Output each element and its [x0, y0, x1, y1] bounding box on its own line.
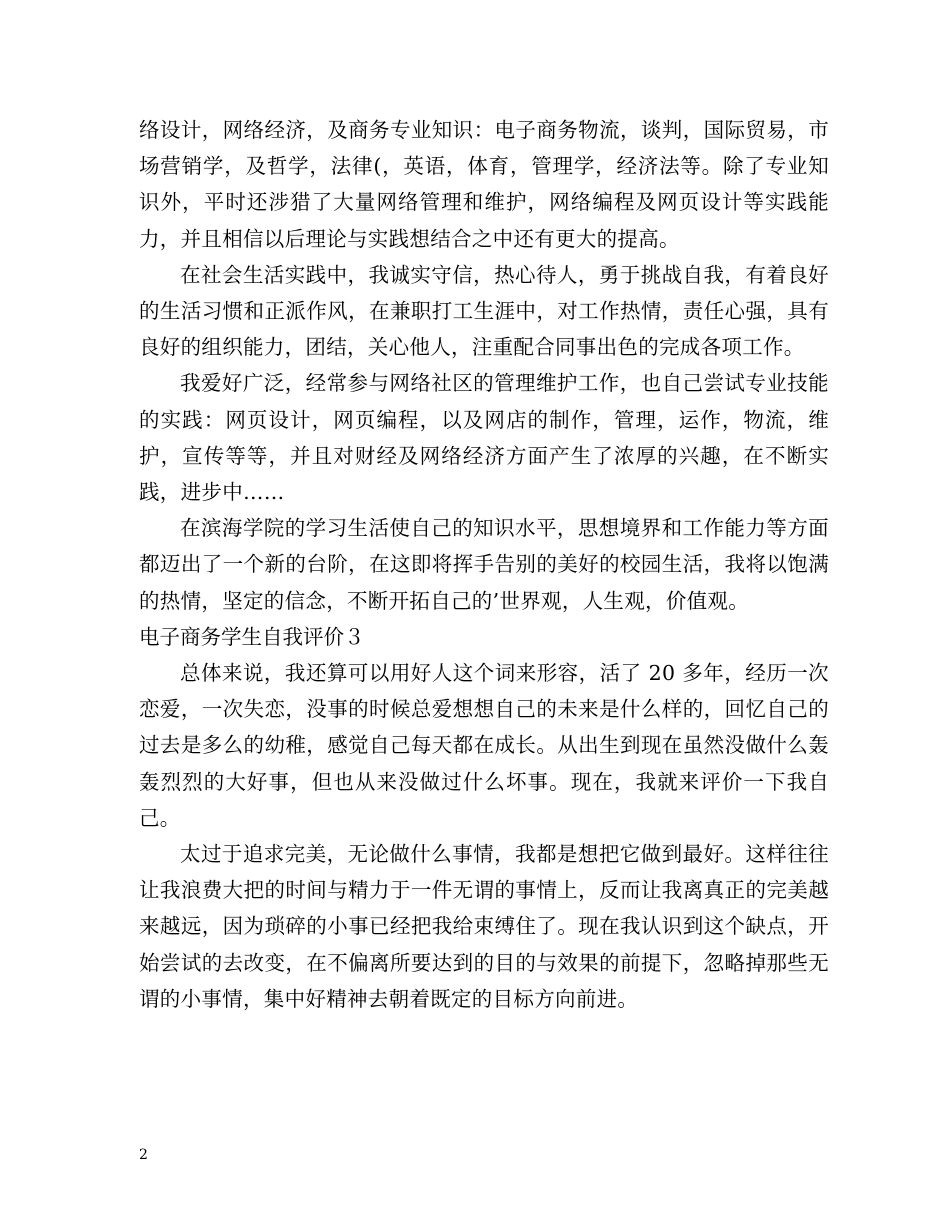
paragraph-4: 在滨海学院的学习生活使自己的知识水平，思想境界和工作能力等方面都迈出了一个新的台阶，在这即将挥手告别的美好的校园生活，我将以饱满的热情，坚定的信念，不断开拓自己的’世界观，人生观，价值观。 — [139, 516, 829, 613]
paragraph-5: 总体来说，我还算可以用好人这个词来形容，活了 20 多年，经历一次恋爱，一次失恋，没事的时候总爱想想自己的未来是什么样的，回忆自己的过去是多么的幼稚，感觉自己每天都在成长。从出生到现在虽然没做什么轰轰烈烈的大好事，但也从来没做过什么坏事。现在，我就来评价一下我自己。 — [139, 661, 829, 830]
section-heading: 电子商务学生自我评价３ — [139, 624, 365, 649]
paragraph-1: 络设计，网络经济，及商务专业知识：电子商务物流，谈判，国际贸易，市场营销学，及哲学，法律(，英语，体育，管理学，经济法等。除了专业知识外，平时还涉猎了大量网络管理和维护，网络编程及网页设计等实践能力，并且相信以后理论与实践想结合之中还有更大的提高。 — [139, 118, 829, 251]
document-body — [139, 112, 829, 1017]
paragraph-2: 在社会生活实践中，我诚实守信，热心待人，勇于挑战自我，有着良好的生活习惯和正派作风，在兼职打工生涯中，对工作热情，责任心强，具有良好的组织能力，团结，关心他人，注重配合同事出色的完成各项工作。 — [139, 262, 829, 360]
paragraph-3: 我爱好广泛，经常参与网络社区的管理维护工作，也自己尝试专业技能的实践：网页设计，网页编程，以及网店的制作，管理，运作，物流，维护，宣传等等，并且对财经及网络经济方面产生了浓厚的兴趣，在不断实践，进步中…… — [139, 371, 829, 505]
paragraph-6: 太过于追求完美，无论做什么事情，我都是想把它做到最好。这样往往让我浪费大把的时间与精力于一件无谓的事情上，反而让我离真正的完美越来越远，因为琐碎的小事已经把我给束缚住了。现在我认识到这个缺点，开始尝试的去改变，在不偏离所要达到的目的与效果的前提下，忽略掉那些无谓的小事情，集中好精神去朝着既定的目标方向前进。 — [139, 842, 829, 1011]
page-number: 2 — [139, 1147, 148, 1163]
